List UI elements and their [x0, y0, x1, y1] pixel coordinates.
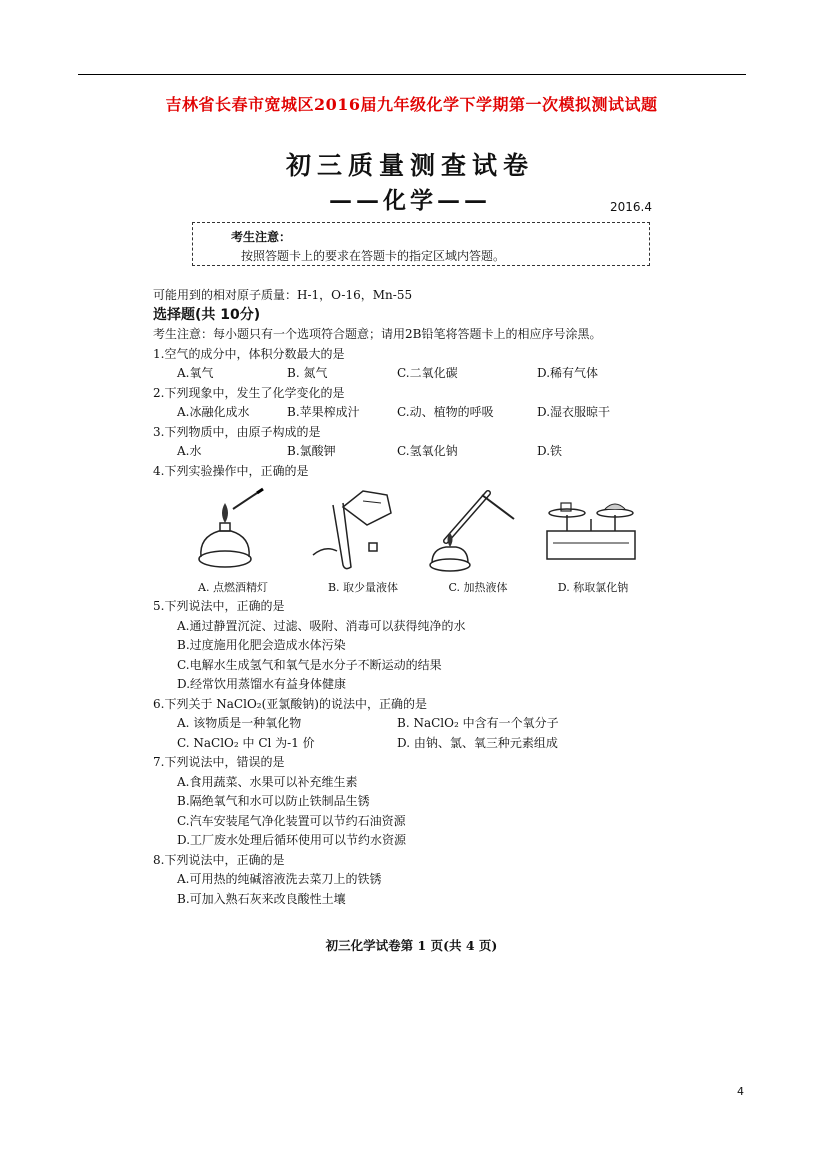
question-options	[153, 403, 673, 423]
option: D. 由钠、氯、氧三种元素组成	[397, 735, 558, 750]
option: C.二氧化碳	[397, 366, 458, 380]
top-rule	[78, 74, 746, 75]
question-stem: 7.下列说法中，错误的是	[153, 755, 285, 769]
scanned-exam-page	[140, 138, 680, 938]
page-number: 4	[737, 1085, 744, 1098]
option: A. 该物质是一种氧化物	[177, 716, 302, 730]
option: C.氢氧化钠	[397, 444, 458, 458]
question-stem: 4.下列实验操作中，正确的是	[153, 463, 309, 478]
option: A.食用蔬菜、水果可以补充维生素	[177, 774, 358, 789]
figure-caption: B. 取少量液体	[327, 581, 399, 594]
option: C.动、植物的呼吸	[397, 405, 494, 419]
alcohol-lamp-icon	[173, 485, 293, 577]
option: B.过度施用化肥会造成水体污染	[177, 638, 346, 652]
option: A.氧气	[177, 366, 214, 380]
exam-body	[153, 286, 673, 909]
option: C.电解水生成氢气和氧气是水分子不断运动的结果	[177, 657, 442, 672]
option: B.氯酸钾	[287, 444, 336, 458]
option: B.隔绝氧气和水可以防止铁制品生锈	[177, 794, 370, 808]
atomic-masses: 可能用到的相对原子质量：H-1，O-16，Mn-55	[153, 288, 413, 302]
notice-text: 按照答题卡上的要求在答题卡的指定区域内答题。	[241, 249, 506, 263]
question-stem: 5.下列说法中，正确的是	[153, 599, 285, 613]
option: A.可用热的纯碱溶液洗去菜刀上的铁锈	[177, 872, 382, 886]
notice-box	[192, 222, 650, 266]
balance-scale-icon	[533, 485, 653, 577]
question-stem: 2.下列现象中，发生了化学变化的是	[153, 385, 345, 400]
option: C.汽车安装尾气净化装置可以节约石油资源	[177, 813, 406, 828]
question-options	[153, 442, 673, 462]
option: B. 氮气	[287, 366, 328, 380]
document-title: 吉林省长春市宽城区2016届九年级化学下学期第一次模拟测试试题	[165, 95, 658, 114]
heating-test-tube-icon	[418, 485, 538, 577]
figure-light-alcohol-lamp	[173, 485, 293, 597]
question-stem: 3.下列物质中，由原子构成的是	[153, 424, 321, 439]
option: B. NaClO₂ 中含有一个氧分子	[397, 716, 559, 730]
question-options	[153, 364, 673, 384]
option: A.通过静置沉淀、过滤、吸附、消毒可以获得纯净的水	[177, 618, 466, 633]
option: D.稀有气体	[537, 366, 599, 380]
question-stem: 6.下列关于 NaClO₂(亚氯酸钠)的说法中，正确的是	[153, 696, 427, 711]
figure-caption: D. 称取氯化钠	[557, 581, 629, 594]
question-stem: 8.下列说法中，正确的是	[153, 852, 285, 867]
paper-title: 初三质量测查试卷	[285, 151, 534, 180]
question-options	[153, 734, 673, 754]
notice-title: 考生注意：	[231, 230, 292, 244]
question-options	[153, 714, 673, 734]
option: C. NaClO₂ 中 Cl 为-1 价	[177, 735, 315, 750]
question-stem: 1.空气的成分中，体积分数最大的是	[153, 346, 345, 361]
option: A.水	[177, 444, 202, 458]
figure-take-liquid	[303, 485, 423, 597]
option: D.湿衣服晾干	[537, 405, 611, 419]
option: D.铁	[537, 444, 563, 458]
paper-date: 2016.4	[610, 200, 652, 214]
figure-weigh-salt	[533, 485, 653, 597]
option: A.冰融化成水	[177, 405, 250, 419]
section-note: 考生注意：每小题只有一个选项符合题意；请用2B铅笔将答题卡上的相应序号涂黑。	[153, 327, 602, 341]
figure-caption: C. 加热液体	[448, 581, 508, 594]
paper-subtitle: ——化学——	[329, 187, 491, 214]
option: B.苹果榨成汁	[287, 405, 360, 419]
section-title: 选择题(共 10分)	[153, 306, 261, 323]
option: D.经常饮用蒸馏水有益身体健康	[177, 677, 347, 691]
figure-caption: A. 点燃酒精灯	[198, 581, 268, 594]
option: D.工厂废水处理后循环使用可以节约水资源	[177, 833, 407, 847]
experiment-figures	[153, 485, 673, 597]
test-tube-pour-icon	[303, 485, 423, 577]
figure-heat-liquid	[418, 485, 538, 597]
page-footer: 初三化学试卷第 1 页(共 4 页)	[325, 938, 498, 953]
option: B.可加入熟石灰来改良酸性土壤	[177, 891, 346, 906]
